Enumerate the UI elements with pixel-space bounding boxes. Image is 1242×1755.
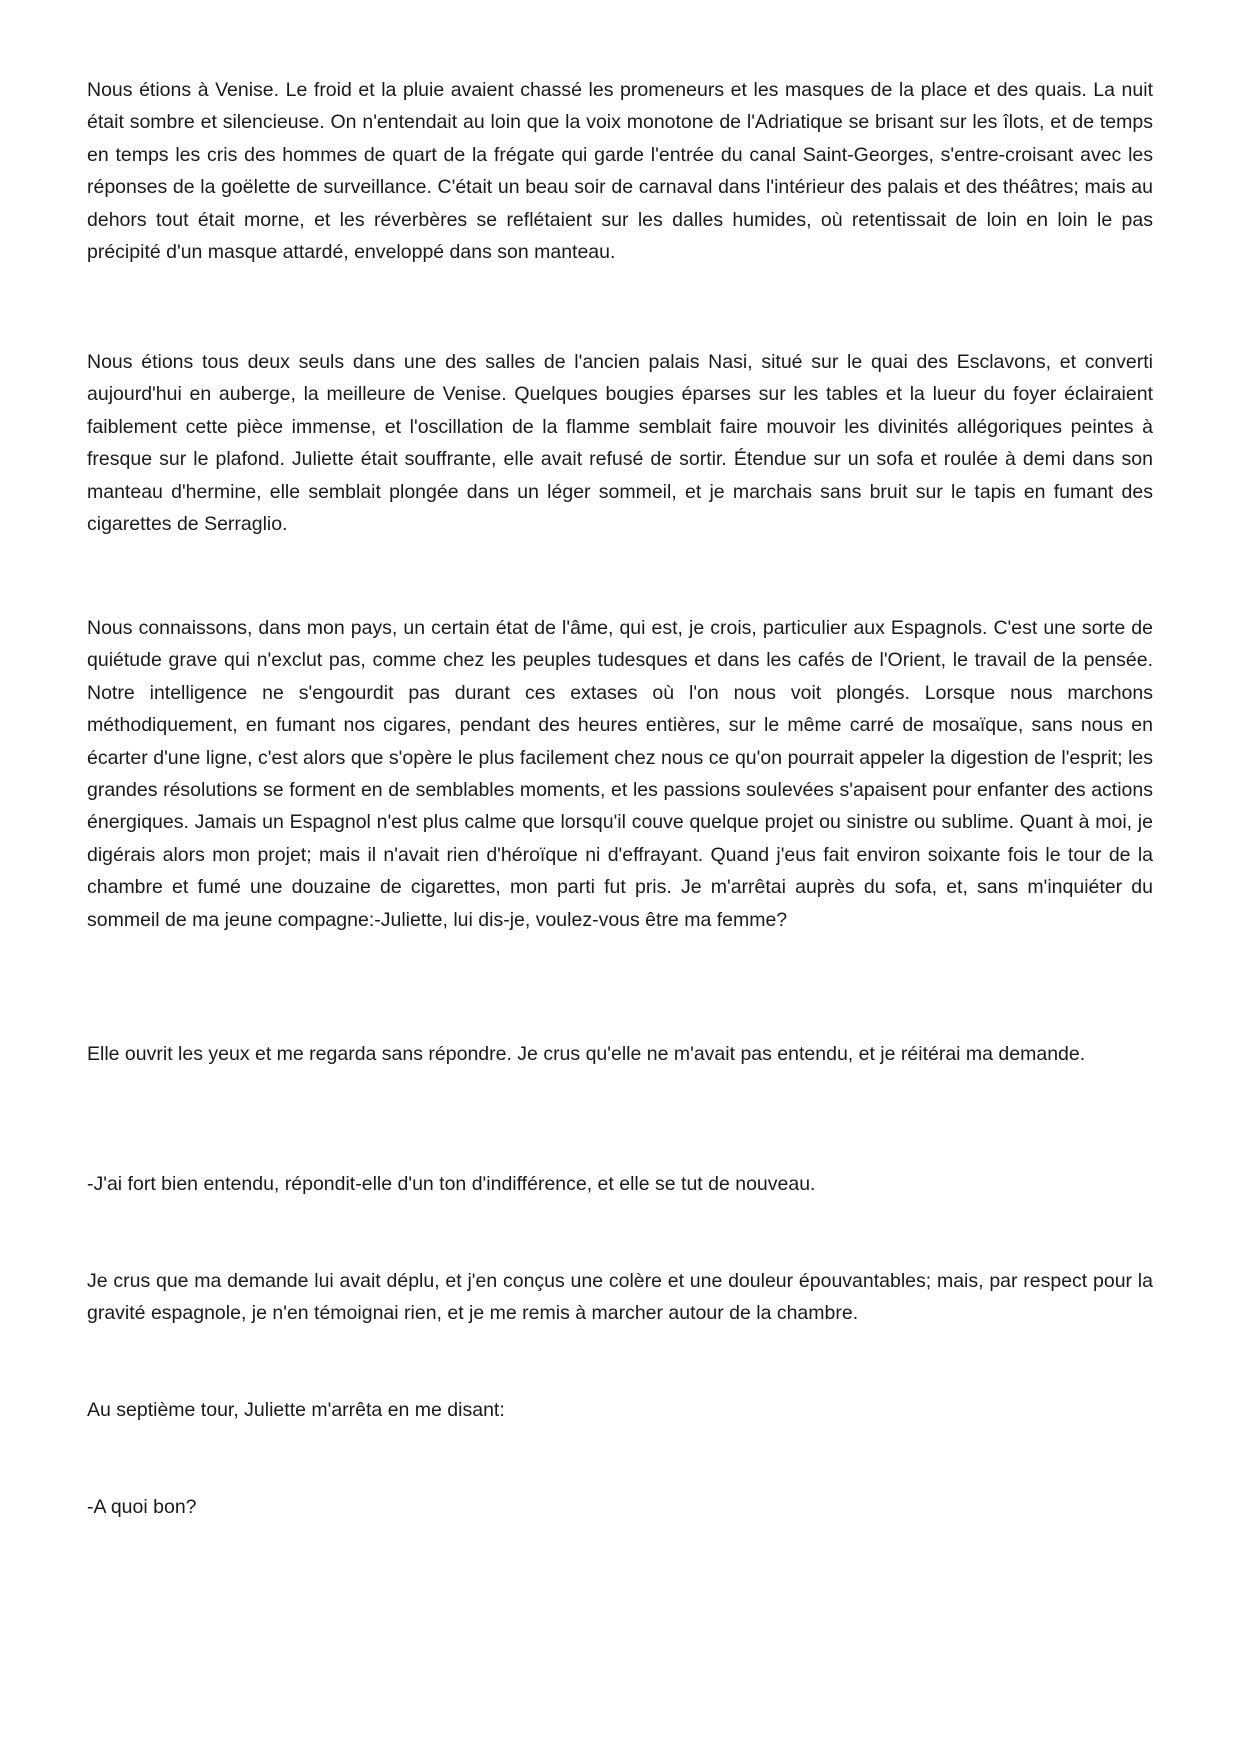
paragraph-what-for: -A quoi bon? [87, 1496, 197, 1518]
paragraph-spanish-soul: Nous connaissons, dans mon pays, un certain état de l'âme, qui est, je crois, particulier aux Espagnols. C'est une sorte de quiétude grave qui n'exclut pas, comme chez les peuples tudesques et dans les cafés de l'Orient, le travail de la pensée. Notre intelligence ne s'engourdit pas durant ces extases où l'on nous voit plongés. Lorsque nous marchons méthodiquement, en fumant nos cigares, pendant des heures entières, sur le même carré de mosaïque, sans nous en écarter d'une ligne, c'est alors que s'opère le plus facilement chez nous ce qu'on pourrait appeler la digestion de l'esprit; les grandes résolutions se forment en de semblables moments, et les passions soulevées s'apaisent pour enfanter des actions énergiques. Jamais un Espagnol n'est plus calme que lorsqu'il couve quelque projet ou sinistre ou sublime. Quant à moi, je digérais alors mon projet; mais il n'avait rien d'héroïque ni d'effrayant. Quand j'eus fait environ soixante fois le tour de la chambre et fumé une douzaine de cigarettes, mon parti fut pris. Je m'arrêtai auprès du sofa, et, sans m'inquiéter du sommeil de ma jeune compagne:-Juliette, lui dis-je, voulez-vous être ma femme? [87, 617, 1153, 931]
paragraph-displeased: Je crus que ma demande lui avait déplu, et j'en conçus une colère et une douleur épouvantables; mais, par respect pour la gravité espagnole, je n'en témoignai rien, et je me remis à marcher autour de la chambre. [87, 1270, 1153, 1325]
paragraph-venise-night: Nous étions à Venise. Le froid et la pluie avaient chassé les promeneurs et les masques de la place et des quais. La nuit était sombre et silencieuse. On n'entendait au loin que la voix monotone de l'Adriatique se brisant sur les îlots, et de temps en temps les cris des hommes de quart de la frégate qui garde l'entrée du canal Saint-Georges, s'entre-croisant avec les réponses de la goëlette de surveillance. C'était un beau soir de carnaval dans l'intérieur des palais et des théâtres; mais au dehors tout était morne, et les réverbères se reflétaient sur les dalles humides, où retentissait de loin en loin le pas précipité d'un masque attardé, enveloppé dans son manteau. [87, 79, 1153, 264]
paragraph-she-opened-eyes: Elle ouvrit les yeux et me regarda sans répondre. Je crus qu'elle ne m'avait pas entendu, et je réitérai ma demande. [87, 1043, 1086, 1065]
paragraph-palais-nasi: Nous étions tous deux seuls dans une des salles de l'ancien palais Nasi, situé sur le quai des Esclavons, et converti aujourd'hui en auberge, la meilleure de Venise. Quelques bougies éparses sur les tables et la lueur du foyer éclairaient faiblement cette pièce immense, et l'oscillation de la flamme semblait faire mouvoir les divinités allégoriques peintes à fresque sur le plafond. Juliette était souffrante, elle avait refusé de sortir. Étendue sur un sofa et roulée à demi dans son manteau d'hermine, elle semblait plongée dans un léger sommeil, et je marchais sans bruit sur le tapis en fumant des cigarettes de Serraglio. [87, 351, 1153, 536]
paragraph-heard-well: -J'ai fort bien entendu, répondit-elle d'un ton d'indifférence, et elle se tut de nouveau. [87, 1173, 816, 1195]
paragraph-seventh-turn: Au septième tour, Juliette m'arrêta en me disant: [87, 1399, 505, 1421]
